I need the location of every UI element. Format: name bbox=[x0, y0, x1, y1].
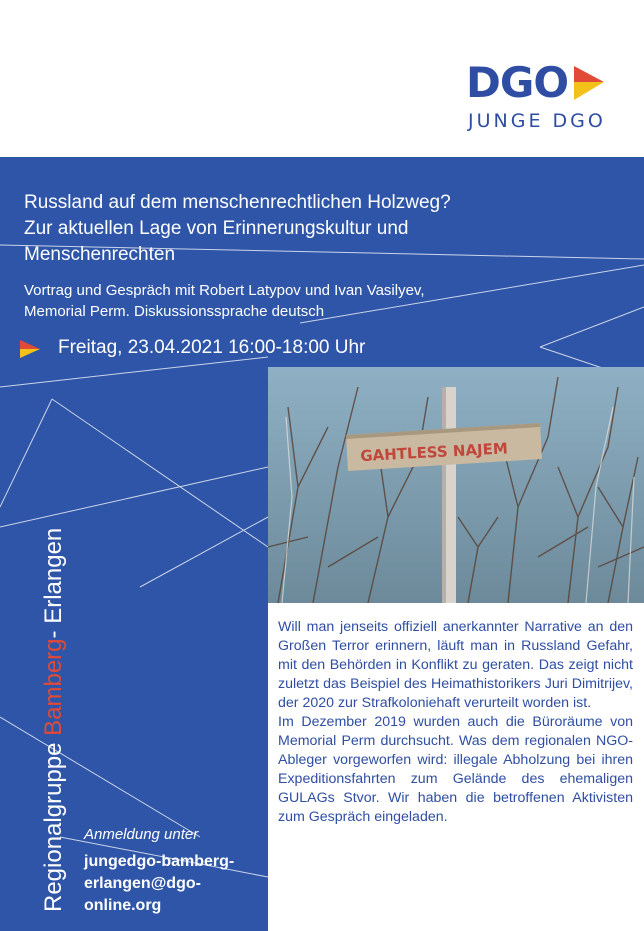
sign-text: GAHTLESS NAJEM bbox=[359, 439, 509, 466]
cross-sign-illustration bbox=[268, 367, 644, 603]
description-paragraph: Will man jenseits offiziell anerkannter Narrative an den Großen Terror erinnern, läuft man in Russland Gefahr, mit den Behörden in Konflikt zu geraten. Das zeigt nicht zuletzt das Beispiel des Heimathistorikers Juri Dimitrijev, der 2020 zur Strafkoloniehaft verurteilt worden ist. bbox=[278, 619, 633, 711]
event-title bbox=[24, 190, 584, 268]
vertical-suffix: - Erlangen bbox=[40, 527, 67, 639]
subtitle-line: Memorial Perm. Diskussionssprache deutsch bbox=[24, 303, 325, 320]
logo-main-text: DGO bbox=[466, 58, 569, 107]
flag-icon bbox=[574, 66, 604, 100]
subtitle-line: Vortrag und Gespräch mit Robert Latypov und Ivan Vasilyev, bbox=[24, 282, 425, 299]
vertical-prefix: Regionalgruppe bbox=[40, 735, 67, 912]
registration-label: Anmeldung unter bbox=[84, 826, 199, 843]
event-photo bbox=[268, 367, 644, 603]
event-subtitle bbox=[24, 280, 544, 322]
description-paragraph: Im Dezember 2019 wurden auch die Büroräume von Memorial Perm durchsucht. Was dem regionalen NGO-Ableger vorgeworfen wird: illegale Abholzung bei ihren Expeditionsfahrten zum Gelände des ehemaligen GULAGs Stvor. Wir haben die betroffenen Aktivisten zum Gespräch eingeladen. bbox=[278, 714, 633, 825]
event-date: Freitag, 23.04.2021 16:00-18:00 Uhr bbox=[58, 337, 366, 358]
email-line: online.org bbox=[84, 897, 162, 914]
title-line: Zur aktuellen Lage von Erinnerungskultur und bbox=[24, 218, 409, 239]
email-line: erlangen@dgo- bbox=[84, 875, 201, 892]
logo-sub-text: JUNGE DGO bbox=[468, 110, 606, 132]
registration-email[interactable] bbox=[84, 851, 264, 917]
title-line: Russland auf dem menschenrechtlichen Holzweg? bbox=[24, 192, 451, 213]
title-line: Menschenrechten bbox=[24, 244, 176, 265]
dgo-logo bbox=[462, 60, 622, 140]
flag-bullet-icon bbox=[20, 340, 40, 358]
email-line: jungedgo-bamberg- bbox=[84, 853, 235, 870]
event-description bbox=[278, 618, 633, 827]
region-vertical-label bbox=[0, 450, 67, 930]
vertical-highlight: Bamberg bbox=[40, 638, 67, 736]
